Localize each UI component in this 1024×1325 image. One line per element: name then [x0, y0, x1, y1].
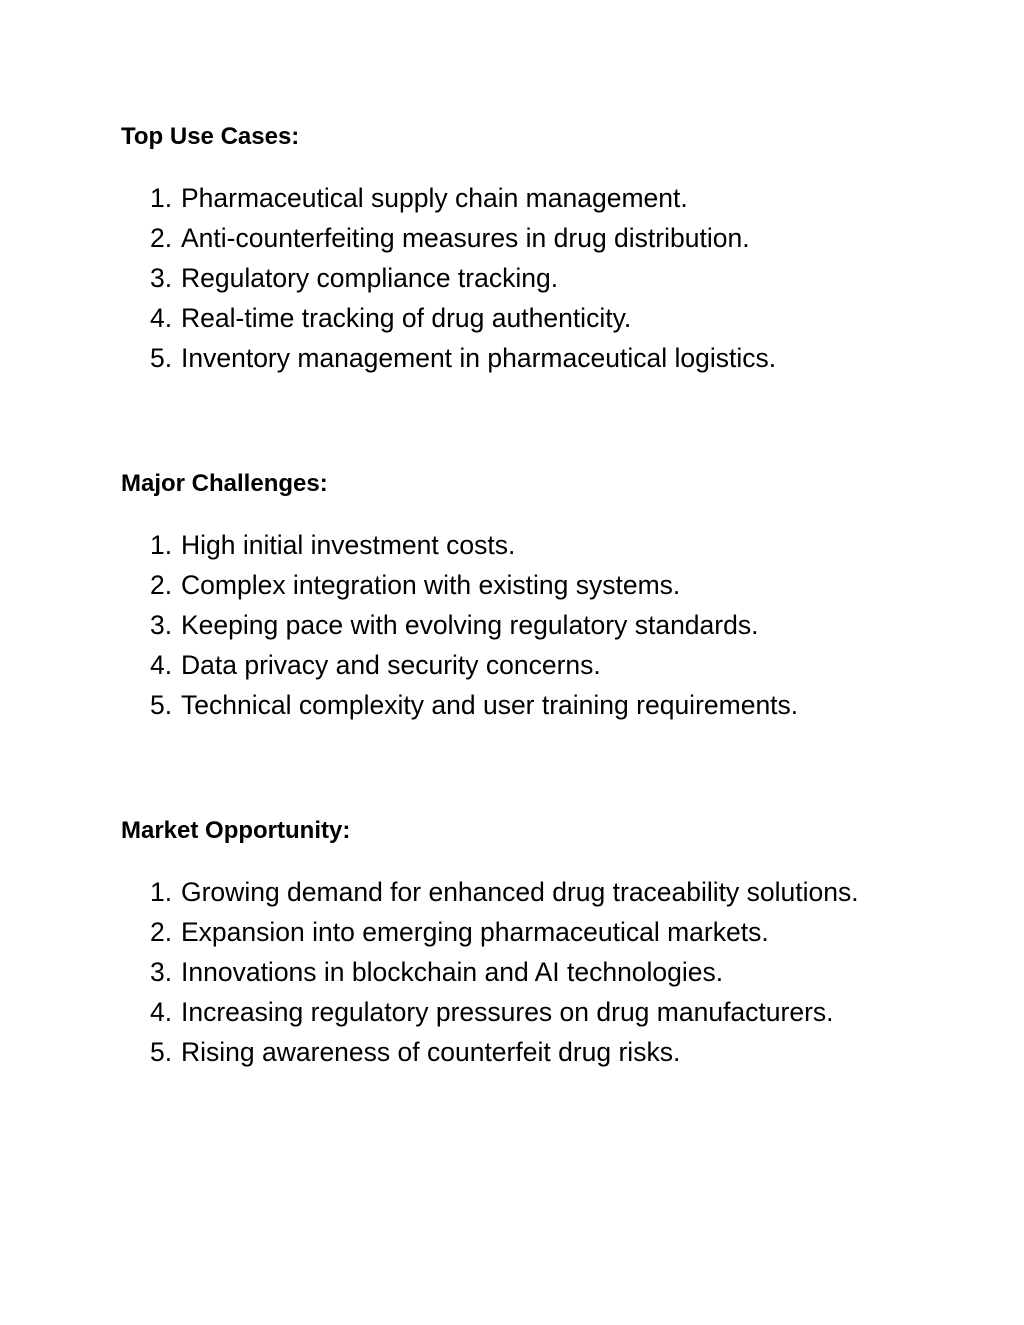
list-item	[121, 1032, 901, 1072]
list-number: 2.	[150, 223, 173, 253]
list-item-text: Real-time tracking of drug authenticity.	[181, 303, 632, 333]
list-item	[121, 525, 901, 565]
list-number: 2.	[150, 917, 173, 947]
list-item-text: Inventory management in pharmaceutical logistics.	[181, 343, 777, 373]
section-market-opportunity	[121, 817, 921, 1072]
list-item-text: High initial investment costs.	[181, 530, 516, 560]
list-item	[121, 218, 901, 258]
list-item-text: Keeping pace with evolving regulatory standards.	[181, 610, 759, 640]
numbered-list	[121, 525, 921, 725]
list-item	[121, 565, 901, 605]
list-item	[121, 298, 901, 338]
section-top-use-cases	[121, 123, 921, 378]
list-number: 1.	[150, 530, 173, 560]
list-number: 3.	[150, 957, 173, 987]
list-number: 5.	[150, 1037, 173, 1067]
list-item-text: Pharmaceutical supply chain management.	[181, 183, 688, 213]
list-item-text: Complex integration with existing systems.	[181, 570, 681, 600]
list-item	[121, 685, 901, 725]
numbered-list	[121, 178, 921, 378]
list-number: 3.	[150, 263, 173, 293]
list-number: 4.	[150, 650, 173, 680]
list-number: 2.	[150, 570, 173, 600]
list-item	[121, 258, 901, 298]
list-item	[121, 912, 901, 952]
section-heading: Top Use Cases:	[121, 123, 300, 150]
list-number: 5.	[150, 343, 173, 373]
list-item-text: Growing demand for enhanced drug traceability solutions.	[181, 877, 859, 907]
list-item-text: Data privacy and security concerns.	[181, 650, 601, 680]
list-item	[121, 605, 901, 645]
list-item-text: Innovations in blockchain and AI technologies.	[181, 957, 724, 987]
list-item-text: Technical complexity and user training requirements.	[181, 690, 799, 720]
list-number: 3.	[150, 610, 173, 640]
list-item-text: Expansion into emerging pharmaceutical markets.	[181, 917, 769, 947]
list-item	[121, 872, 901, 912]
section-major-challenges	[121, 470, 921, 725]
list-item	[121, 952, 901, 992]
numbered-list	[121, 872, 921, 1072]
list-item-text: Rising awareness of counterfeit drug risks.	[181, 1037, 681, 1067]
list-item-text: Regulatory compliance tracking.	[181, 263, 559, 293]
list-number: 1.	[150, 183, 173, 213]
list-item	[121, 338, 901, 378]
section-heading: Major Challenges:	[121, 470, 328, 497]
list-number: 4.	[150, 997, 173, 1027]
list-item-text: Anti-counterfeiting measures in drug distribution.	[181, 223, 750, 253]
list-item	[121, 992, 901, 1032]
list-item	[121, 178, 901, 218]
list-number: 4.	[150, 303, 173, 333]
section-heading: Market Opportunity:	[121, 817, 351, 844]
list-item	[121, 645, 901, 685]
list-item-text: Increasing regulatory pressures on drug manufacturers.	[181, 997, 834, 1027]
list-number: 5.	[150, 690, 173, 720]
list-number: 1.	[150, 877, 173, 907]
